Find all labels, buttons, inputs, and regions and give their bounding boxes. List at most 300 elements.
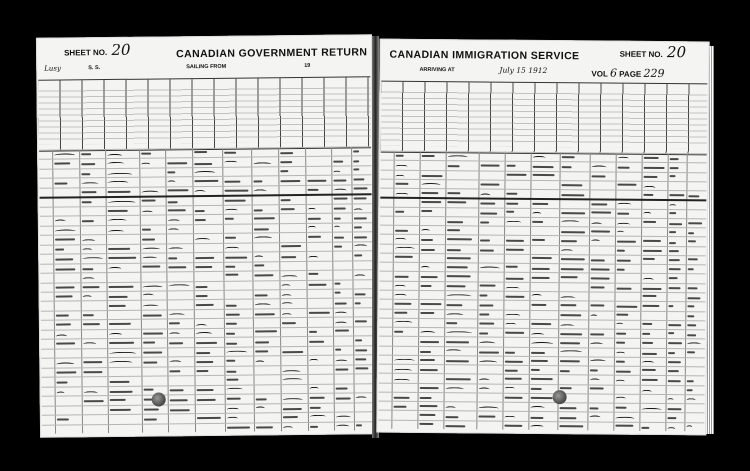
handwritten-entry — [532, 277, 550, 279]
handwritten-entry — [83, 323, 101, 325]
handwritten-entry — [142, 239, 155, 241]
handwritten-entry — [56, 334, 66, 338]
handwritten-entry — [421, 201, 440, 203]
handwritten-entry — [355, 349, 367, 351]
handwritten-entry — [617, 203, 631, 207]
handwritten-entry — [54, 163, 70, 165]
handwritten-entry — [506, 249, 524, 251]
handwritten-entry — [225, 314, 240, 316]
handwritten-entry — [394, 312, 407, 314]
handwritten-entry — [109, 267, 122, 271]
handwritten-entry — [668, 352, 676, 354]
handwritten-entry — [225, 256, 247, 258]
handwritten-entry — [307, 218, 320, 220]
handwritten-entry — [226, 370, 236, 372]
handwritten-entry — [256, 426, 273, 428]
handwritten-entry — [506, 174, 526, 176]
handwritten-entry — [668, 333, 675, 335]
handwritten-entry — [336, 397, 351, 399]
handwritten-entry — [224, 199, 246, 201]
handwritten-entry — [353, 179, 364, 181]
handwritten-entry — [224, 161, 238, 165]
handwritten-entry — [255, 274, 274, 276]
handwritten-entry — [615, 379, 624, 383]
handwritten-entry — [687, 389, 693, 391]
handwritten-entry — [82, 220, 94, 222]
handwritten-entry — [195, 304, 213, 306]
handwritten-entry — [334, 207, 346, 209]
right-sheet-number — [620, 43, 687, 62]
handwritten-entry — [82, 257, 103, 261]
handwritten-entry — [561, 240, 577, 242]
handwritten-entry — [643, 249, 662, 251]
handwritten-entry — [336, 416, 350, 420]
handwritten-entry — [616, 269, 624, 271]
handwritten-entry — [283, 426, 293, 430]
handwritten-entry — [591, 165, 606, 169]
handwritten-entry — [227, 427, 250, 429]
handwritten-entry — [421, 210, 432, 212]
handwritten-entry — [480, 212, 497, 214]
handwritten-entry — [616, 323, 624, 327]
handwritten-entry — [562, 156, 574, 158]
handwritten-entry — [167, 163, 187, 165]
handwritten-entry — [225, 236, 236, 238]
handwritten-entry — [669, 204, 676, 208]
handwritten-entry — [668, 287, 680, 289]
handwritten-entry — [669, 259, 680, 261]
handwritten-entry — [590, 342, 604, 346]
handwritten-entry — [506, 239, 524, 241]
handwritten-entry — [56, 286, 75, 288]
handwritten-entry — [83, 372, 102, 374]
handwritten-entry — [480, 164, 500, 166]
ledger-row-rule — [39, 156, 371, 160]
handwritten-entry — [307, 208, 315, 212]
handwritten-entry — [590, 314, 598, 318]
handwritten-entry — [254, 228, 268, 230]
handwritten-entry — [224, 180, 241, 182]
handwritten-entry — [505, 378, 522, 380]
handwritten-entry — [334, 198, 348, 200]
handwritten-entry — [422, 175, 443, 177]
handwritten-entry — [255, 304, 270, 308]
handwritten-entry — [224, 218, 234, 220]
handwritten-entry — [256, 406, 265, 410]
handwritten-entry — [308, 284, 326, 286]
handwritten-entry — [562, 194, 585, 196]
handwritten-entry — [282, 323, 296, 325]
ship-handwritten: Lusy — [44, 64, 61, 73]
handwritten-entry — [283, 398, 303, 402]
vol-label: VOL — [591, 69, 608, 79]
handwritten-entry — [615, 425, 633, 427]
handwritten-entry — [354, 217, 367, 219]
handwritten-entry — [506, 165, 515, 167]
handwritten-entry — [309, 407, 320, 409]
handwritten-entry — [420, 397, 432, 399]
handwritten-entry — [110, 409, 131, 411]
handwritten-entry — [143, 389, 154, 391]
handwritten-entry — [226, 332, 236, 334]
handwritten-entry — [354, 244, 367, 248]
handwritten-entry — [688, 297, 700, 299]
ledger-row-rule — [380, 234, 706, 238]
handwritten-entry — [334, 218, 341, 220]
handwritten-entry — [109, 323, 130, 325]
ledger-row-rule — [40, 222, 372, 226]
handwritten-entry — [642, 333, 650, 335]
handwritten-entry — [108, 209, 128, 211]
handwritten-entry — [83, 314, 94, 316]
handwritten-entry — [505, 351, 515, 353]
handwritten-entry — [447, 221, 463, 223]
handwritten-entry — [309, 396, 325, 398]
handwritten-entry — [447, 275, 471, 277]
handwritten-entry — [642, 295, 657, 297]
handwritten-entry — [81, 154, 91, 156]
handwritten-entry — [143, 332, 163, 334]
handwritten-entry — [353, 169, 359, 171]
handwritten-entry — [505, 323, 516, 327]
handwritten-entry — [561, 258, 585, 260]
handwritten-entry — [355, 368, 368, 370]
handwritten-entry — [616, 314, 629, 316]
handwritten-entry — [142, 248, 160, 252]
ledger-row-rule — [41, 373, 373, 377]
handwritten-entry — [82, 286, 99, 288]
handwritten-entry — [479, 323, 494, 325]
handwritten-entry — [446, 378, 471, 380]
handwritten-entry — [143, 342, 155, 344]
handwritten-entry — [591, 211, 612, 213]
handwritten-entry — [196, 399, 215, 401]
handwritten-entry — [354, 188, 368, 190]
handwritten-entry — [356, 396, 367, 400]
arrival-date-handwritten: July 15 1912 — [499, 65, 548, 76]
handwritten-entry — [55, 183, 68, 185]
handwritten-entry — [170, 371, 181, 373]
handwritten-entry — [668, 324, 681, 326]
handwritten-entry — [689, 222, 702, 224]
handwritten-entry — [194, 163, 212, 165]
right-page — [376, 39, 709, 436]
handwritten-entry — [617, 230, 625, 234]
handwritten-entry — [108, 181, 129, 185]
handwritten-entry — [533, 156, 546, 160]
handwritten-entry — [446, 425, 466, 427]
handwritten-entry — [669, 195, 684, 197]
handwritten-entry — [57, 371, 76, 373]
handwritten-entry — [532, 221, 543, 223]
handwritten-entry — [532, 203, 548, 205]
handwritten-entry — [254, 190, 267, 194]
handwritten-entry — [143, 408, 158, 410]
handwritten-entry — [505, 314, 520, 318]
handwritten-entry — [109, 342, 134, 344]
handwritten-entry — [55, 239, 74, 241]
handwritten-entry — [669, 167, 678, 169]
handwritten-entry — [668, 342, 682, 344]
handwritten-entry — [281, 245, 301, 247]
handwritten-entry — [82, 248, 92, 252]
ledger-row-rule — [379, 401, 705, 405]
handwritten-entry — [641, 426, 649, 428]
handwritten-entry — [667, 408, 681, 410]
handwritten-entry — [336, 387, 347, 389]
handwritten-entry — [356, 425, 362, 427]
handwritten-entry — [420, 331, 435, 335]
handwritten-entry — [532, 257, 552, 259]
handwritten-entry — [688, 324, 697, 326]
ledger-row-rule — [379, 382, 705, 386]
handwritten-entry — [169, 313, 185, 317]
ledger-row-rule — [41, 336, 373, 340]
handwritten-entry — [354, 226, 362, 228]
handwritten-entry — [669, 250, 679, 252]
handwritten-entry — [195, 238, 210, 242]
handwritten-entry — [280, 180, 300, 182]
handwritten-entry — [169, 332, 180, 336]
handwritten-entry — [255, 331, 276, 333]
handwritten-entry — [421, 249, 435, 251]
ss-label: S. S. — [88, 65, 101, 72]
handwritten-entry — [254, 209, 263, 211]
handwritten-entry — [109, 305, 126, 307]
handwritten-entry — [642, 305, 659, 307]
handwritten-entry — [667, 417, 676, 419]
handwritten-entry — [281, 199, 291, 201]
handwritten-entry — [591, 175, 606, 177]
handwritten-entry — [196, 342, 218, 344]
handwritten-entry — [560, 417, 576, 419]
handwritten-entry — [643, 221, 656, 223]
ledger-row-rule — [380, 252, 706, 256]
handwritten-entry — [55, 219, 66, 223]
handwritten-entry — [142, 256, 158, 260]
handwritten-entry — [109, 286, 134, 288]
handwritten-entry — [505, 331, 525, 333]
arriving-at-label: ARRIVING AT — [419, 66, 455, 74]
handwritten-entry — [531, 323, 551, 325]
handwritten-entry — [168, 201, 178, 203]
handwritten-entry — [169, 284, 190, 288]
handwritten-entry — [81, 191, 96, 193]
ledger-row-rule — [379, 354, 705, 358]
vol-number: 6 — [609, 66, 618, 80]
handwritten-entry — [309, 331, 318, 333]
handwritten-entry — [394, 405, 407, 407]
handwritten-entry — [504, 416, 516, 420]
handwritten-entry — [395, 285, 406, 289]
handwritten-entry — [108, 191, 131, 193]
handwritten-entry — [531, 369, 540, 371]
handwritten-entry — [57, 418, 69, 420]
handwritten-entry — [108, 173, 133, 177]
handwritten-entry — [56, 268, 76, 270]
right-column-headers — [381, 81, 708, 156]
handwritten-entry — [54, 153, 74, 157]
handwritten-entry — [255, 256, 264, 260]
handwritten-entry — [394, 321, 412, 325]
handwritten-entry — [447, 229, 460, 231]
handwritten-entry — [283, 408, 302, 410]
handwritten-entry — [616, 361, 626, 363]
handwritten-entry — [141, 163, 150, 167]
handwritten-entry — [254, 237, 271, 241]
handwritten-entry — [396, 154, 404, 156]
handwritten-entry — [169, 322, 180, 324]
handwritten-entry — [532, 239, 545, 241]
handwritten-entry — [396, 165, 408, 169]
handwritten-entry — [670, 158, 679, 160]
handwritten-entry — [421, 229, 430, 233]
handwritten-entry — [108, 162, 125, 166]
handwritten-entry — [168, 228, 179, 232]
handwritten-entry — [280, 152, 293, 154]
handwritten-entry — [224, 152, 236, 154]
handwritten-entry — [194, 151, 208, 153]
handwritten-entry — [394, 396, 410, 398]
left-column-headers — [38, 76, 371, 151]
handwritten-entry — [196, 352, 210, 354]
handwritten-entry — [83, 342, 96, 346]
handwritten-entry — [81, 173, 90, 175]
handwritten-entry — [420, 359, 435, 361]
handwritten-entry — [170, 399, 188, 401]
handwritten-entry — [308, 236, 321, 238]
handwritten-entry — [560, 407, 577, 409]
handwritten-entry — [688, 232, 694, 234]
handwritten-entry — [561, 324, 574, 328]
handwritten-entry — [168, 267, 185, 269]
handwritten-entry — [224, 209, 237, 213]
ledger-row-rule — [380, 280, 706, 284]
handwritten-entry — [307, 226, 315, 230]
handwritten-entry — [310, 426, 319, 428]
handwritten-entry — [422, 183, 441, 187]
handwritten-entry — [560, 342, 580, 344]
handwritten-entry — [308, 311, 329, 313]
handwritten-entry — [109, 296, 128, 298]
handwritten-entry — [395, 238, 406, 242]
handwritten-entry — [333, 160, 342, 162]
handwritten-entry — [642, 379, 658, 381]
handwritten-entry — [617, 156, 629, 160]
handwritten-entry — [589, 378, 600, 382]
handwritten-entry — [334, 226, 340, 230]
handwritten-entry — [687, 351, 694, 353]
ledger-row-rule — [379, 345, 705, 349]
handwritten-entry — [531, 304, 546, 306]
handwritten-entry — [669, 212, 676, 214]
handwritten-entry — [194, 171, 215, 175]
handwritten-entry — [446, 331, 472, 335]
handwritten-entry — [309, 415, 326, 419]
handwritten-entry — [354, 197, 367, 199]
handwritten-entry — [506, 221, 522, 225]
handwritten-entry — [530, 425, 543, 429]
handwritten-entry — [562, 184, 582, 186]
handwritten-entry — [421, 192, 438, 194]
handwritten-entry — [335, 330, 349, 332]
handwritten-entry — [395, 183, 408, 185]
handwritten-entry — [589, 416, 600, 420]
handwritten-entry — [561, 314, 582, 316]
handwritten-entry — [394, 330, 403, 332]
handwritten-entry — [447, 257, 471, 259]
handwritten-entry — [446, 349, 461, 353]
handwritten-entry — [335, 292, 341, 294]
handwritten-entry — [446, 341, 469, 343]
handwritten-entry — [479, 341, 495, 345]
handwritten-entry — [142, 285, 163, 289]
handwritten-entry — [617, 260, 631, 262]
handwritten-entry — [530, 406, 544, 410]
handwritten-entry — [280, 170, 288, 172]
handwritten-entry — [643, 157, 658, 159]
handwritten-entry — [478, 388, 489, 392]
handwritten-entry — [168, 258, 176, 260]
handwritten-entry — [420, 350, 431, 352]
handwritten-entry — [530, 417, 543, 419]
handwritten-entry — [336, 425, 349, 429]
ledger-row-rule — [379, 373, 705, 377]
ledger-row-rule — [380, 290, 706, 294]
handwritten-entry — [309, 341, 324, 343]
handwritten-entry — [669, 223, 683, 225]
handwritten-entry — [505, 369, 518, 371]
handwritten-entry — [56, 343, 75, 345]
handwritten-entry — [110, 361, 132, 365]
handwritten-entry — [226, 417, 238, 421]
handwritten-entry — [168, 180, 176, 184]
handwritten-entry — [57, 382, 67, 384]
handwritten-entry — [479, 295, 488, 297]
handwritten-entry — [687, 380, 693, 382]
handwritten-entry — [141, 199, 156, 201]
handwritten-entry — [255, 294, 267, 296]
handwritten-entry — [560, 350, 582, 354]
handwritten-entry — [531, 352, 545, 354]
handwritten-entry — [687, 426, 693, 430]
handwritten-entry — [531, 397, 553, 399]
handwritten-entry — [110, 352, 137, 356]
handwritten-entry — [505, 387, 515, 391]
handwritten-entry — [197, 417, 221, 419]
right-entry-rows — [378, 151, 706, 432]
handwritten-entry — [480, 239, 490, 241]
handwritten-entry — [81, 201, 92, 203]
handwritten-entry — [590, 333, 605, 335]
ledger-row-rule — [39, 165, 371, 169]
ledger-row-rule — [41, 326, 373, 330]
handwritten-entry — [643, 167, 664, 169]
handwritten-entry — [591, 203, 607, 205]
handwritten-entry — [355, 339, 362, 341]
handwritten-entry — [225, 265, 235, 267]
handwritten-entry — [560, 370, 569, 372]
handwritten-entry — [141, 152, 151, 154]
ledger-row-rule — [381, 160, 707, 164]
handwritten-entry — [590, 286, 604, 288]
handwritten-entry — [56, 324, 71, 326]
handwritten-entry — [196, 332, 212, 336]
ledger-row-rule — [379, 364, 705, 368]
handwritten-entry — [616, 370, 632, 372]
handwritten-entry — [532, 212, 541, 216]
handwritten-entry — [421, 276, 438, 278]
